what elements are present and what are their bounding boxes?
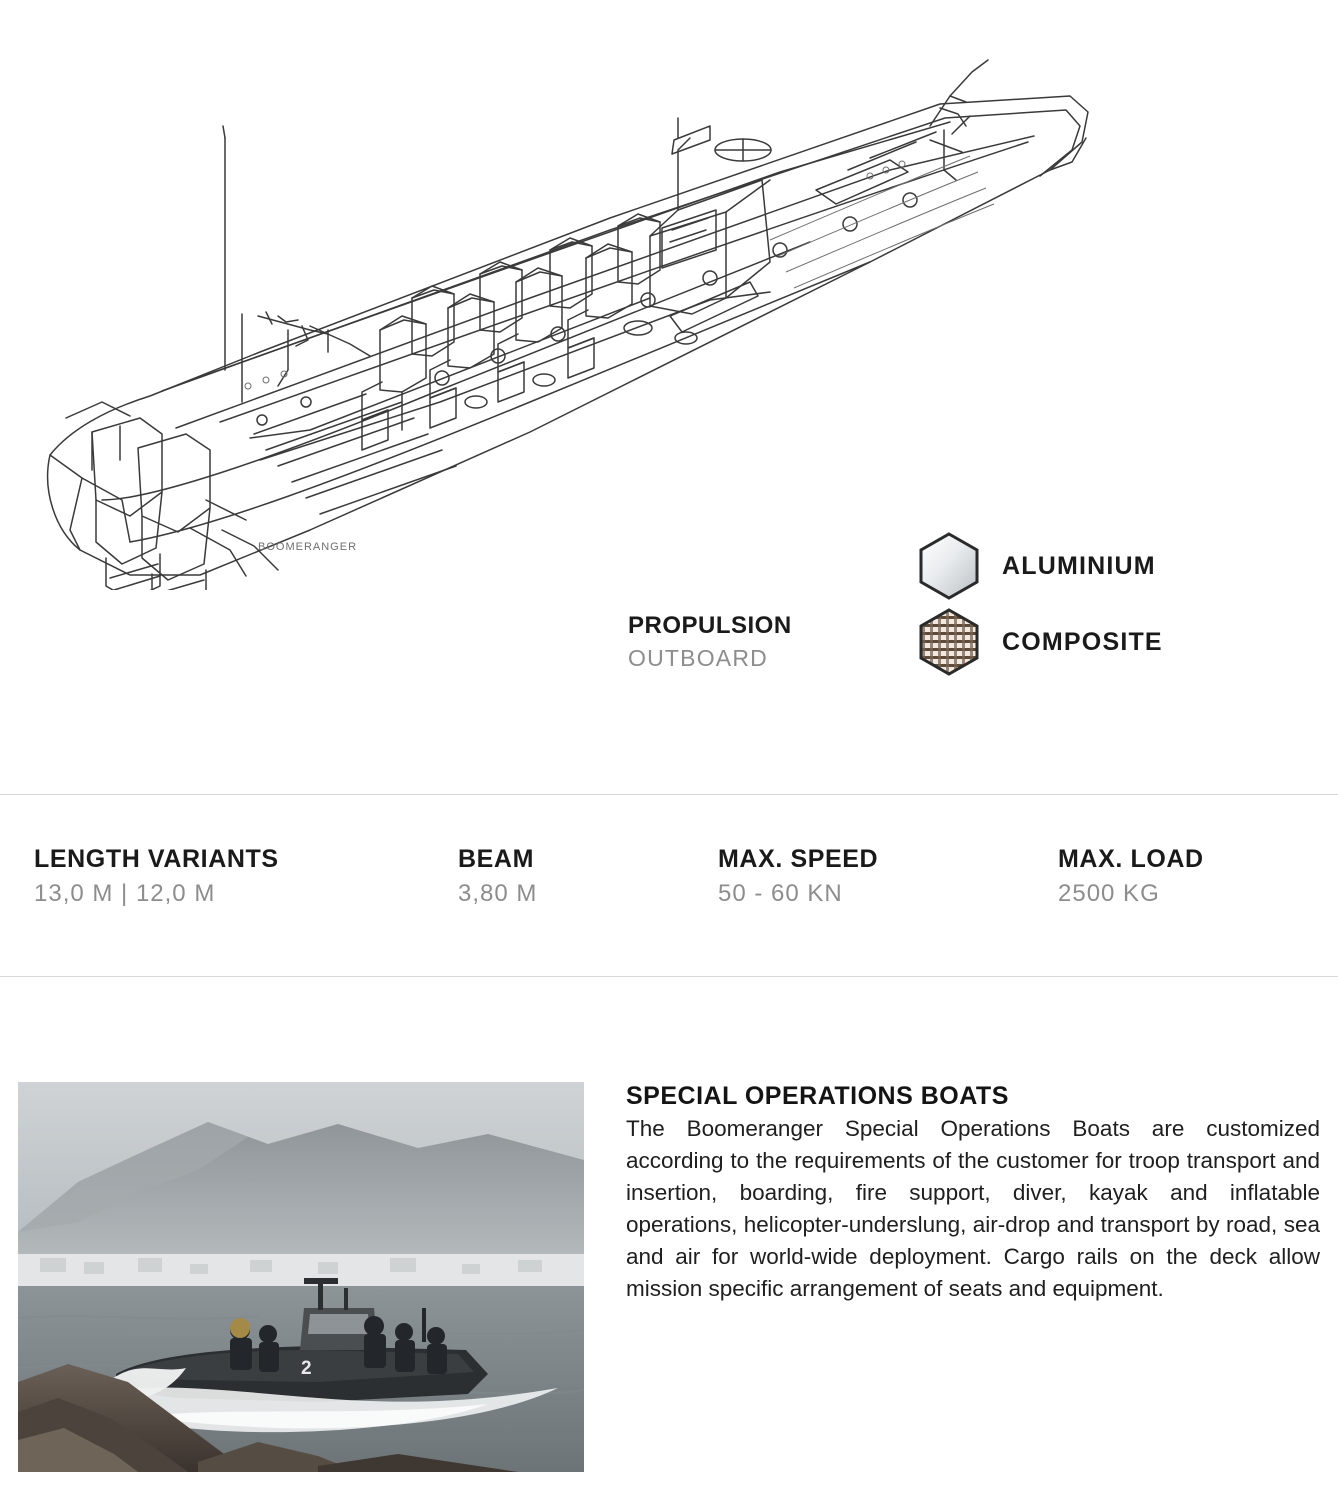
svg-text:BOOMERANGER: BOOMERANGER: [258, 541, 358, 553]
spec-value: 13,0 M | 12,0 M: [34, 880, 216, 907]
material-label-composite: COMPOSITE: [1002, 627, 1163, 656]
materials-legend: [918, 528, 1298, 680]
hexagon-composite-icon: [918, 608, 980, 676]
feature-copy: [626, 1082, 1320, 1305]
spec-title: MAX. LOAD: [1058, 845, 1204, 873]
divider-bottom: [0, 976, 1338, 977]
feature-heading: SPECIAL OPERATIONS BOATS: [626, 1082, 1009, 1110]
propulsion-title: PROPULSION: [628, 612, 792, 639]
material-row-composite: [918, 604, 1298, 680]
boat-line-illustration: [10, 30, 1120, 590]
spec-title: LENGTH VARIANTS: [34, 845, 279, 873]
spec-title: BEAM: [458, 845, 535, 873]
svg-text:2: 2: [301, 1358, 312, 1379]
propulsion-block: [628, 612, 888, 674]
spec-beam: [458, 845, 537, 908]
feature-body: The Boomeranger Special Operations Boats are customized according to the requirements of the customer for troop transport and insertion, boarding, fire support, diver, kayak and inflatable operations, helicopter-underslung, air-drop and transport by road, sea and air for world-wide deployment. Cargo rails on the deck allow mission specific arrangement of seats and equipment.: [626, 1116, 1320, 1301]
propulsion-value: OUTBOARD: [628, 644, 768, 671]
material-label-aluminium: ALUMINIUM: [1002, 551, 1156, 580]
spec-title: MAX. SPEED: [718, 845, 879, 873]
spec-value: 50 - 60 KN: [718, 880, 843, 907]
spec-max-speed: [718, 845, 878, 908]
spec-band: [0, 845, 1338, 945]
material-row-aluminium: [918, 528, 1298, 604]
hexagon-aluminium-icon: [918, 532, 980, 600]
spec-length-variants: [34, 845, 279, 908]
divider-top: [0, 794, 1338, 795]
boat-in-action-photo: [18, 1082, 584, 1472]
spec-value: 2500 KG: [1058, 880, 1160, 907]
spec-value: 3,80 M: [458, 880, 538, 907]
spec-max-load: [1058, 845, 1204, 908]
